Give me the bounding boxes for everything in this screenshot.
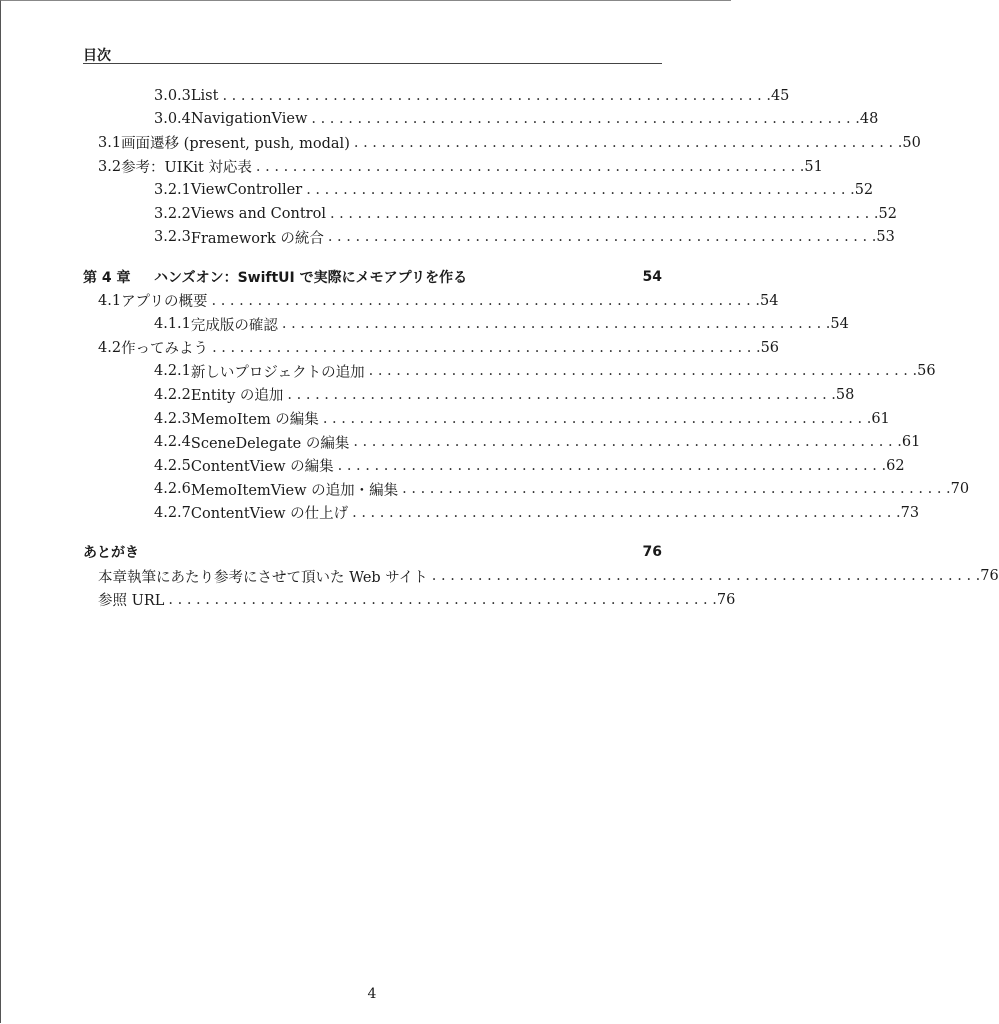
toc-entry[interactable] [83,541,662,565]
toc-entry-title: 完成版の確認 [190,317,278,334]
toc-entry-page: 50 [902,134,921,151]
table-of-contents [83,84,999,611]
dot-leader: . . . . . . . . . . . . . . . . . . . . . . . . . . . . . . . . . . . . . . . . . . . . . . . . . . . . . . . . . . . . [322,410,872,427]
dot-leader: . . . . . . . . . . . . . . . . . . . . . . . . . . . . . . . . . . . . . . . . . . . . . . . . . . . . . . . . . . . . [329,205,879,222]
toc-entry-number: 4.1 [98,292,122,309]
toc-entry-title: ViewController [190,182,303,199]
toc-entry-number: 3.0.3 [154,87,191,104]
toc-entry-page: 58 [835,386,855,403]
dot-leader: . . . . . . . . . . . . . . . . . . . . . . . . . . . . . . . . . . . . . . . . . . . . . . . . . . . . . . . . . . . . [211,292,760,309]
toc-entry-number: 3.2.1 [154,182,191,199]
dot-leader: . . . . . . . . . . . . . . . . . . . . . . . . . . . . . . . . . . . . . . . . . . . . . . . . . . . . . . . . . . . . [281,316,831,333]
toc-entry-page: 51 [804,158,823,175]
toc-entry[interactable] [83,336,780,360]
dot-leader: . . . . . . . . . . . . . . . . . . . . . . . . . . . . . . . . . . . . . . . . . . . . . . . . . . . . . . . . . . . . [306,182,855,199]
toc-entry-title: Views and Control [190,205,326,222]
toc-entry-title: 参照 URL [98,593,165,610]
toc-entry-page: 54 [830,316,849,333]
toc-entry[interactable] [83,312,849,336]
toc-entry-number: 3.0.4 [154,111,191,128]
toc-entry-page: 76 [716,591,736,608]
toc-entry[interactable] [83,478,970,502]
toc-entry-page: 76 [980,568,999,585]
toc-entry-title: アプリの概要 [121,294,208,311]
toc-entry[interactable] [83,383,855,407]
dot-leader: . . . . . . . . . . . . . . . . . . . . . . . . . . . . . . . . . . . . . . . . . . . . . . . . . . . . . . . . . . . . [212,339,761,356]
toc-entry[interactable] [83,155,823,179]
header-title: 目次 [83,48,111,64]
toc-entry[interactable] [83,588,736,612]
toc-entry-title: ContentView の仕上げ [190,506,349,523]
toc-entry-page: 73 [900,504,920,521]
toc-entry-page: 56 [760,339,780,356]
dot-leader: . . . . . . . . . . . . . . . . . . . . . . . . . . . . . . . . . . . . . . . . . . . . . . . . . . . . . . . . . . . . [311,111,860,128]
toc-entry-number: 3.1 [98,134,122,151]
dot-leader: . . . . . . . . . . . . . . . . . . . . . . . . . . . . . . . . . . . . . . . . . . . . . . . . . . . . . . . . . . . . [353,434,902,451]
toc-entry-title: ハンズオン：SwiftUI で実際にメモアプリを作る [154,269,468,286]
toc-entry-title: 画面遷移 (present, push, modal) [121,136,350,153]
toc-entry-number: 4.2.6 [154,481,191,498]
toc-entry[interactable] [83,108,879,132]
toc-entry-page: 56 [917,363,936,380]
dot-leader: . . . . . . . . . . . . . . . . . . . . . . . . . . . . . . . . . . . . . . . . . . . . . . . . . . . . . . . . . . . . [402,481,951,498]
toc-entry-number: 4.2.7 [154,504,191,521]
toc-entry-number: 4.2.3 [154,410,191,427]
dot-leader: . . . . . . . . . . . . . . . . . . . . . . . . . . . . . . . . . . . . . . . . . . . . . . . . . . . . . . . . . . . . [368,363,918,380]
toc-entry[interactable] [83,430,921,454]
toc-entry-page: 76 [642,544,662,561]
toc-entry-number: 第 4 章 [83,269,131,286]
toc-entry-title: 新しいプロジェクトの追加 [190,364,365,381]
toc-entry-page: 53 [876,229,895,246]
toc-entry-title: ContentView の編集 [190,459,334,476]
toc-entry-title: Framework の統合 [190,230,324,247]
dot-leader: . . . . . . . . . . . . . . . . . . . . . . . . . . . . . . . . . . . . . . . . . . . . . . . . . . . . . . . . . . . . [327,229,877,246]
toc-entry-title: 参考：UIKit 対応表 [121,160,252,177]
toc-entry[interactable] [83,289,779,313]
toc-entry[interactable] [83,178,874,202]
toc-entry[interactable] [83,84,790,108]
toc-entry[interactable] [83,360,936,384]
toc-entry-number: 3.2.2 [154,205,191,222]
toc-entry-title: NavigationView [190,111,308,128]
dot-leader: . . . . . . . . . . . . . . . . . . . . . . . . . . . . . . . . . . . . . . . . . . . . . . . . . . . . . . . . . . . . [255,158,805,175]
dot-leader: . . . . . . . . . . . . . . . . . . . . . . . . . . . . . . . . . . . . . . . . . . . . . . . . . . . . . . . . . . . . [431,568,981,585]
toc-entry-title: 作ってみよう [121,341,209,358]
dot-leader: . . . . . . . . . . . . . . . . . . . . . . . . . . . . . . . . . . . . . . . . . . . . . . . . . . . . . . . . . . . . [222,87,771,104]
page-number: 4 [367,986,377,1002]
toc-entry-title: あとがき [83,545,139,562]
toc-entry-title: SceneDelegate の編集 [190,435,350,452]
toc-entry-number: 4.1.1 [154,316,191,333]
section-gap [83,249,662,265]
toc-entry-page: 70 [950,481,970,498]
toc-entry-page: 45 [770,87,790,104]
toc-entry-page: 52 [854,182,874,199]
section-gap [83,525,662,541]
toc-entry-title: MemoItem の編集 [190,412,319,429]
toc-entry-number: 3.2.3 [154,229,191,246]
toc-entry[interactable] [83,501,920,525]
toc-entry-number: 4.2.4 [154,434,191,451]
toc-entry-page: 61 [901,434,921,451]
toc-entry-number: 4.2 [98,339,122,356]
toc-entry-page: 54 [642,268,662,285]
toc-entry-title: MemoItemView の追加・編集 [190,482,399,499]
toc-entry[interactable] [83,407,890,431]
dot-leader: . . . . . . . . . . . . . . . . . . . . . . . . . . . . . . . . . . . . . . . . . . . . . . . . . . . . . . . . . . . . [287,386,836,403]
toc-entry-page: 48 [859,111,879,128]
toc-entry-number: 4.2.5 [154,457,191,474]
toc-entry[interactable] [83,202,897,226]
toc-entry-page: 62 [886,457,905,474]
toc-entry-page: 52 [878,205,897,222]
toc-entry[interactable] [83,226,895,250]
toc-entry-title: List [190,87,219,104]
dot-leader: . . . . . . . . . . . . . . . . . . . . . . . . . . . . . . . . . . . . . . . . . . . . . . . . . . . . . . . . . . . . [352,504,901,521]
dot-leader: . . . . . . . . . . . . . . . . . . . . . . . . . . . . . . . . . . . . . . . . . . . . . . . . . . . . . . . . . . . . [337,457,887,474]
toc-entry[interactable] [83,454,905,478]
toc-entry-title: 本章執筆にあたり参考にさせて頂いた Web サイト [98,569,428,586]
toc-entry-page: 61 [871,410,890,427]
toc-entry[interactable] [83,131,921,155]
toc-entry[interactable] [83,265,662,289]
toc-entry-number: 4.2.1 [154,363,191,380]
toc-entry-title: Entity の追加 [190,388,284,405]
toc-entry-number: 4.2.2 [154,386,191,403]
dot-leader: . . . . . . . . . . . . . . . . . . . . . . . . . . . . . . . . . . . . . . . . . . . . . . . . . . . . . . . . . . . . [168,591,717,608]
toc-entry[interactable] [83,564,999,588]
running-header [83,45,662,64]
toc-entry-page: 54 [759,292,779,309]
dot-leader: . . . . . . . . . . . . . . . . . . . . . . . . . . . . . . . . . . . . . . . . . . . . . . . . . . . . . . . . . . . . [353,134,903,151]
toc-entry-number: 3.2 [98,158,122,175]
